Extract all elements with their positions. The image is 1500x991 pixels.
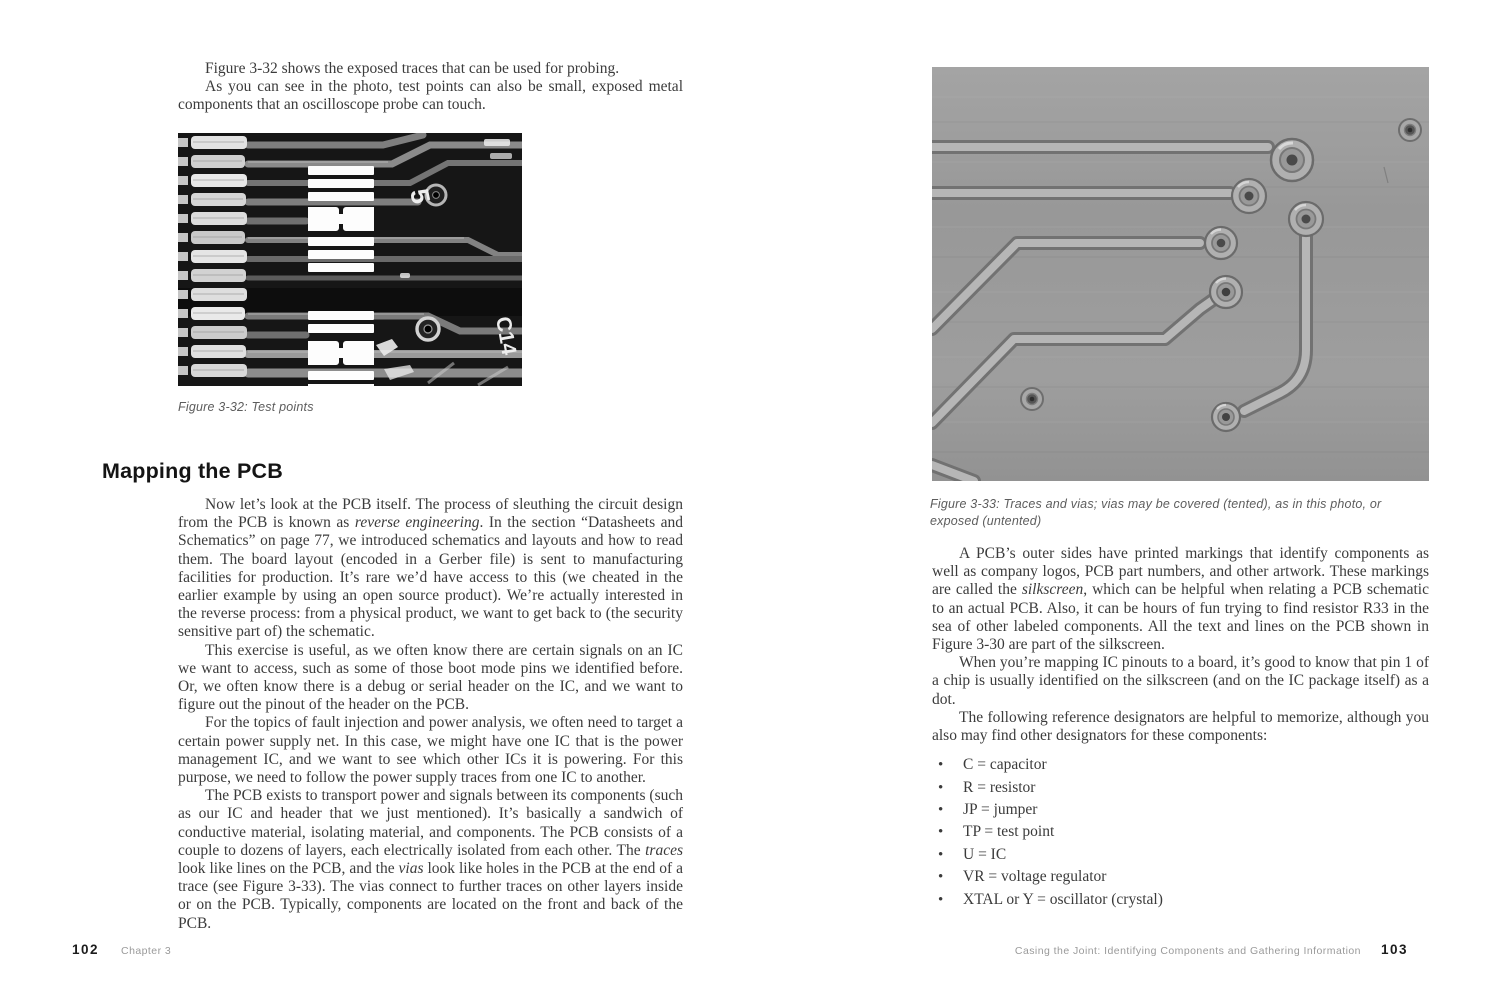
figure-3-33-caption: Figure 3-33: Traces and vias; vias may be covered (tented), as in this photo, or exposed (untented) (930, 497, 1382, 528)
text-run: A PCB’s outer sides have printed markings that identify components as well as company logos, PCB part numbers, and other artwork. These markings are called the (932, 545, 1429, 599)
figure-3-32 (178, 133, 522, 386)
body-paragraph (932, 709, 1429, 745)
right-paragraphs (932, 545, 1429, 745)
left-body-text (178, 496, 683, 933)
svg-text:C14: C14 (491, 314, 521, 357)
right-page (750, 0, 1500, 991)
italic-term: vias (398, 860, 424, 878)
text-run: This exercise is useful, as we often know there are certain signals on an IC we want to access, such as some of those boot mode pins we identified before. Or, we often know there is a debug or serial header on the IC, and we want to figure out the pinout of the header on the PCB. (178, 641, 683, 714)
section-heading: Mapping the PCB (102, 459, 283, 483)
body-paragraph (178, 787, 683, 933)
left-footer-label: Chapter 3 (121, 945, 172, 957)
text-run: Now let’s look at the PCB itself. The process of sleuthing the circuit design from the PCB is known as (178, 496, 683, 532)
designator-item: • U = IC (963, 844, 1429, 866)
right-page-footer (932, 941, 1408, 959)
text-run: . In the section “Datasheets and Schematics” on page 77, we introduced schematics and layouts and how to read them. The board layout (encoded in a Gerber file) is sent to manufacturing facilities for production. It’s rare we’d have access to this (we cheated in the earlier example by using an open source product). We’re actually interested in the reverse process: from a physical product, we want to get back to (the security sensitive part of) the schematic. (178, 514, 684, 641)
figure-3-33-photo (932, 67, 1429, 481)
figure-3-32-caption: Figure 3-32: Test points (178, 400, 314, 414)
body-paragraph (932, 654, 1429, 709)
body-paragraph (178, 60, 683, 78)
right-page-number: 103 (1380, 942, 1408, 957)
left-page-footer (72, 941, 171, 959)
left-intro-text (178, 60, 683, 115)
designator-item: • R = resistor (963, 777, 1429, 799)
body-paragraph (178, 496, 683, 642)
designator-item: • VR = voltage regulator (963, 866, 1429, 888)
text-run: look like lines on the PCB, and the (178, 860, 399, 878)
text-run: For the topics of fault injection and power analysis, we often need to target a certain power supply net. In this case, we might have one IC that is the power management IC, and we want to see which other ICs it is powering. For this purpose, we need to follow the power supply traces from one IC to another. (178, 714, 683, 787)
text-run: As you can see in the photo, test points can also be small, exposed metal components that an oscilloscope probe can touch. (178, 78, 683, 114)
designator-item: • TP = test point (963, 821, 1429, 843)
italic-term: traces (645, 841, 683, 859)
text-run: , which can be helpful when relating a PCB schematic to an actual PCB. Also, it can be hours of fun trying to find resistor R33 in the sea of other labeled components. All the text and lines on the PCB shown in Figure 3-30 are part of the silkscreen. (932, 581, 1429, 654)
text-run: The PCB exists to transport power and signals between its components (such as our IC and header that we just mentioned). It’s basically a sandwich of conductive material, isolating material, and components. The PCB consists of a couple to dozens of layers, each electrically isolated from each other. The (178, 787, 683, 859)
figure-3-33 (932, 67, 1429, 481)
text-run: Figure 3-32 shows the exposed traces that can be used for probing. (205, 60, 620, 77)
designator-list (932, 754, 1429, 911)
figure-3-32-photo (178, 133, 522, 386)
body-paragraph (178, 714, 683, 787)
italic-term: silkscreen (1021, 581, 1084, 599)
right-body-text (932, 545, 1429, 911)
body-paragraph (932, 545, 1429, 654)
text-run: The following reference designators are helpful to memorize, although you also may find other designators for these components: (932, 708, 1429, 745)
italic-term: reverse engineering (354, 514, 480, 532)
left-page-number: 102 (72, 942, 100, 957)
designator-item: • JP = jumper (963, 799, 1429, 821)
text-run: When you’re mapping IC pinouts to a board, it’s good to know that pin 1 of a chip is usually identified on the silkscreen (and on the IC package itself) as a dot. (932, 654, 1429, 708)
designator-item: • XTAL or Y = oscillator (crystal) (963, 889, 1429, 911)
body-paragraph (178, 642, 683, 715)
designator-item: • C = capacitor (963, 754, 1429, 776)
svg-text:5: 5 (404, 186, 437, 207)
text-run: look like holes in the PCB at the end of a trace (see Figure 3-33). The vias connect to further traces on other layers inside or on the PCB. Typically, components are located on the front and back of the PCB. (178, 860, 683, 932)
body-paragraph (178, 78, 683, 114)
right-footer-label: Casing the Joint: Identifying Components and Gathering Information (1014, 945, 1361, 957)
